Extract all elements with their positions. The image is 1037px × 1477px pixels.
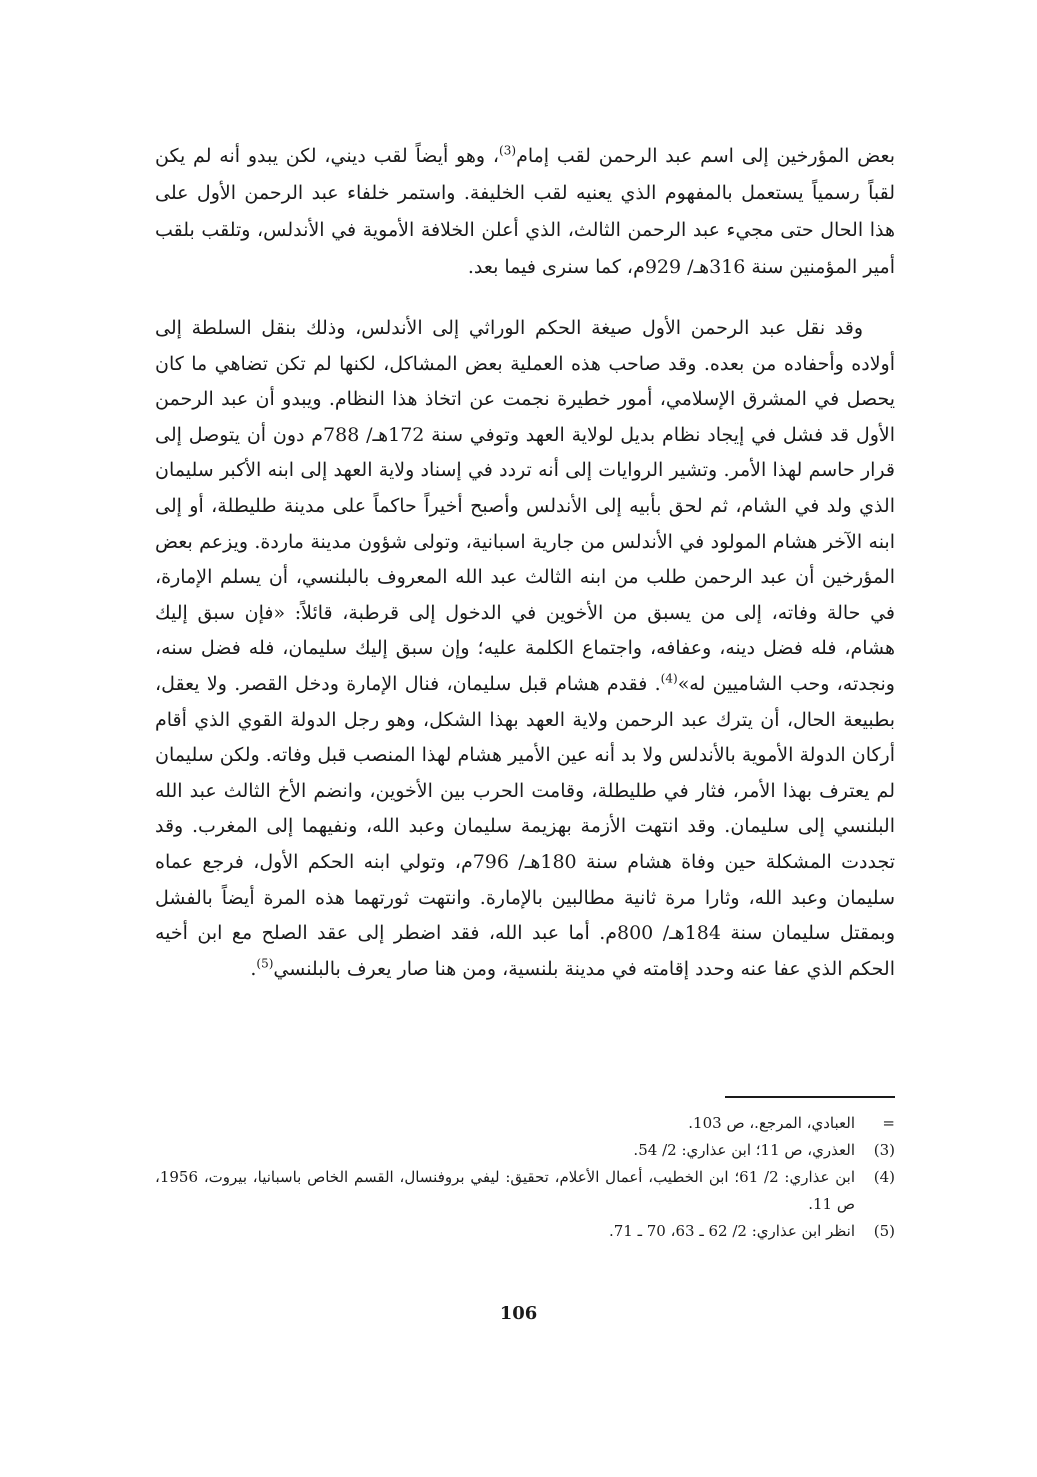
footnote-mark: = [882,1114,895,1132]
footnote-text: العذري، ص 11؛ ابن عذاري: 2/ 54. [633,1141,855,1159]
paragraph-1-text: بعض المؤرخين إلى اسم عبد الرحمن لقب إمام [516,145,895,167]
paragraph-2-text-b: . فقدم هشام قبل سليمان، فنال الإمارة ودخل القصر. ولا يعقل، بطبيعة الحال، أن يترك عبد الرحمن ولاية العهد بهذا الشكل، وهو رجل الدولة القوي الذي أقام أركان الدولة الأموية بالأندلس ولا بد أنه عين الأمير هشام لهذا المنصب قبل وفاته. ولكن سليمان لم يعترف بهذا الأمر، فثار في طليطلة، وقامت الحرب بين الأخوين، وانضم الأخ الثالث عبد الله البلنسي إلى سليمان. وقد انتهت الأزمة بهزيمة سليمان وعبد الله، ونفيهما إلى المغرب. وقد تجددت المشكلة حين وفاة هشام سنة 180هـ/ 796م، وتولي ابنه الحكم الأول، فرجع عماه سليمان وعبد الله، وثارا مرة ثانية مطالبين بالإمارة. وانتهت ثورتهما هذه المرة أيضاً بالفشل وبمقتل سليمان سنة 184هـ/ 800م. أما عبد الله، فقد اضطر إلى عقد الصلح مع ابن أخيه الحكم الذي عفا عنه وحدد إقامته في مدينة بلنسية، ومن هنا صار يعرف بالبلنسي [155,672,896,980]
footnote-item [155,1110,895,1137]
footnote-ref-4[interactable]: (4) [660,671,678,686]
footnote-mark: (3) [873,1141,895,1159]
main-text [155,138,895,987]
footnote-text: العبادي، المرجع.، ص 103. [688,1114,855,1132]
footnote-ref-3[interactable]: (3) [499,143,517,158]
footnote-item [155,1164,895,1218]
paragraph-1-rest: ، وهو أيضاً لقب ديني، لكن يبدو أنه لم يكن لقباً رسمياً يستعمل بالمفهوم الذي يعنيه لقب الخليفة. واستمر خلفاء عبد الرحمن الأول على هذا الحال حتى مجيء عبد الرحمن الثالث، الذي أعلن الخلافة الأموية في الأندلس، وتلقب بلقب أمير المؤمنين سنة 316هـ/ 929م، كما سنرى فيما بعد. [155,145,895,278]
paragraph-2-text-a: وقد نقل عبد الرحمن الأول صيغة الحكم الوراثي إلى الأندلس، وذلك بنقل السلطة إلى أولاده وأحفاده من بعده. وقد صاحب هذه العملية بعض المشاكل، لكنها لم تكن تضاهي ما كان يحصل في المشرق الإسلامي، أمور خطيرة نجمت عن اتخاذ هذا النظام. ويبدو أن عبد الرحمن الأول قد فشل في إيجاد نظام بديل لولاية العهد وتوفي سنة 172هـ/ 788م دون أن يتوصل إلى قرار حاسم لهذا الأمر. وتشير الروايات إلى أنه تردد في إسناد ولاية العهد إلى ابنه الأكبر سليمان الذي ولد في الشام، ثم لحق بأبيه إلى الأندلس وأصبح أخيراً حاكماً على مدينة طليطلة، أو إلى ابنه الآخر هشام المولود في الأندلس من جارية اسبانية، وتولى شؤون مدينة ماردة. ويزعم بعض المؤرخين أن عبد الرحمن طلب من ابنه الثالث عبد الله المعروف بالبلنسي، أن يسلم الإمارة، في حالة وفاته، إلى من يسبق من الأخوين في الدخول إلى قرطبة، قائلاً: «فإن سبق إليك هشام، فله فضل دينه، وعفافه، واجتماع الكلمة عليه؛ وإن سبق إليك سليمان، فله فضل سنه، ونجدته، وحب الشاميين له» [155,317,896,695]
footnote-text: انظر ابن عذاري: 2/ 62 ـ 63، 70 ـ 71. [608,1222,855,1240]
footnote-item [155,1137,895,1164]
footnote-mark: (4) [873,1168,895,1186]
footnote-text: ابن عذاري: 2/ 61؛ ابن الخطيب، أعمال الأعلام، تحقيق: ليفي بروفنسال، القسم الخاص باسبانيا، بيروت، 1956، ص 11. [155,1168,856,1213]
paragraph-1 [155,138,895,286]
footnote-divider [725,1096,895,1098]
page-number: 106 [499,1303,538,1324]
footnote-ref-5[interactable]: (5) [256,956,274,971]
footnote-item [155,1218,895,1245]
footnotes [155,1110,895,1245]
footnote-mark: (5) [873,1222,895,1240]
paragraph-2-end: . [250,957,257,980]
paragraph-2 [155,311,895,987]
